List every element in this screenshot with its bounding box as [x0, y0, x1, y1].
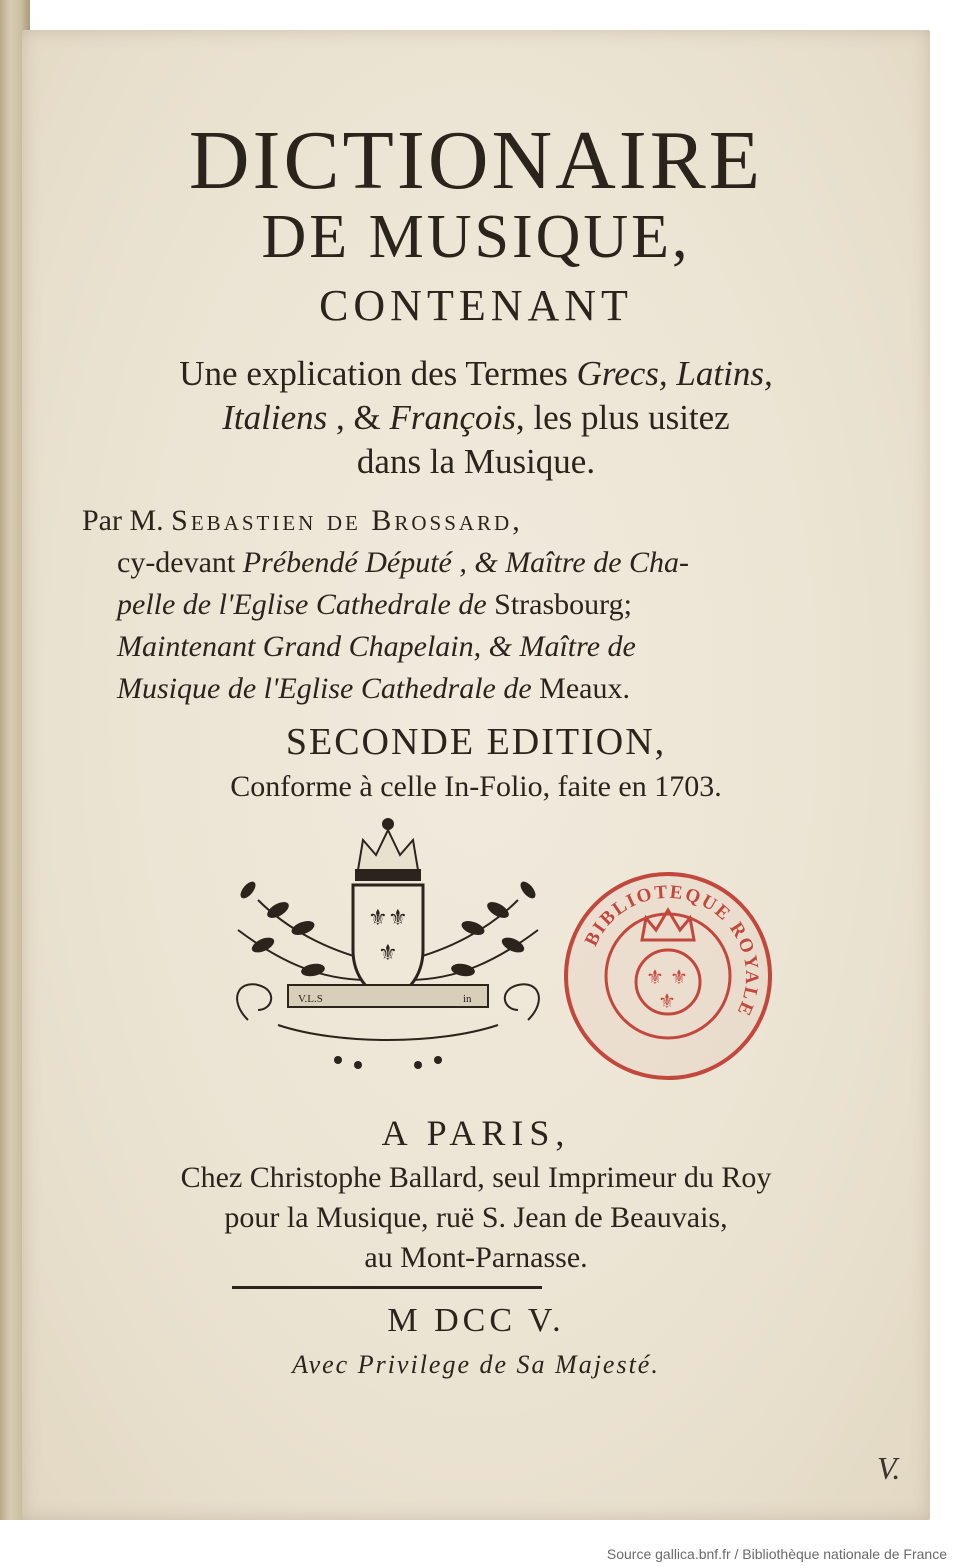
title-line-3: CONTENANT — [319, 281, 633, 330]
edition-line: SECONDE EDITION, — [285, 721, 667, 763]
publisher-line-3: au Mont-Parnasse. — [364, 1241, 588, 1274]
stamp-text: BIBLIOTEQUE ROYALE — [580, 881, 763, 1021]
royal-arms-ornament — [218, 810, 558, 1075]
author-par: Par M. — [82, 504, 172, 537]
subtitle-line-2 — [22, 396, 930, 440]
author-line-4: Maintenant Grand Chapelain, & Maître de — [117, 630, 636, 663]
place-line: A PARIS, — [381, 1113, 571, 1153]
svg-text:⚜: ⚜ — [378, 941, 398, 966]
publisher-line-2: pour la Musique, ruë S. Jean de Beauvais, — [224, 1201, 728, 1234]
author-line-2 — [117, 542, 817, 584]
subtitle-amp: , & — [327, 398, 390, 437]
ornament-text-left: V.L.S — [298, 993, 323, 1005]
subtitle-line-1 — [22, 352, 930, 396]
subtitle-usitez: , les plus usitez — [515, 398, 730, 437]
author-strasbourg: Strasbourg; — [494, 588, 632, 621]
title-page — [22, 30, 930, 1520]
author-eglise-strasbourg: pelle de l'Eglise Cathedrale de — [117, 588, 495, 621]
source-credit: Source gallica.bnf.fr / Bibliothèque nationale de France — [606, 1546, 947, 1562]
author-line-5 — [117, 668, 817, 710]
author-line-1 — [82, 500, 782, 542]
svg-text:⚜: ⚜ — [670, 965, 688, 989]
publisher-line-1: Chez Christophe Ballard, seul Imprimeur du Roy — [180, 1161, 772, 1194]
subtitle-line-3: dans la Musique. — [356, 442, 596, 481]
title-line-1: DICTIONAIRE — [188, 114, 764, 207]
svg-text:⚜: ⚜ — [368, 906, 388, 931]
author-meaux: Meaux. — [539, 672, 630, 705]
privilege-line: Avec Privilege de Sa Majesté. — [292, 1350, 660, 1379]
author-line-3 — [117, 584, 817, 626]
year-line: M DCC V. — [387, 1302, 565, 1339]
author-name: Sebastien de Brossard, — [171, 504, 523, 537]
bibliotheque-royale-stamp — [562, 870, 774, 1082]
author-eglise-meaux: Musique de l'Eglise Cathedrale de — [117, 672, 540, 705]
subtitle-francois: François — [389, 398, 516, 437]
divider-rule — [232, 1286, 542, 1289]
subtitle-italiens: Italiens — [222, 398, 328, 437]
svg-text:⚜: ⚜ — [388, 906, 408, 931]
ornament-text-right: in — [463, 993, 472, 1005]
svg-text:⚜: ⚜ — [658, 989, 676, 1013]
title-line-2: DE MUSIQUE, — [261, 203, 691, 271]
author-cydevant: cy-devant — [117, 546, 243, 579]
subtitle-line-1-roman: Une explication des Termes — [179, 354, 577, 393]
conforme-line: Conforme à celle In-Folio, faite en 1703. — [230, 770, 722, 803]
folio-mark: V. — [877, 1450, 901, 1486]
subtitle-line-1-italic: Grecs, Latins, — [576, 354, 773, 393]
svg-text:⚜: ⚜ — [646, 965, 664, 989]
author-prebende: Prébendé Député , & Maître de Cha- — [242, 546, 690, 579]
